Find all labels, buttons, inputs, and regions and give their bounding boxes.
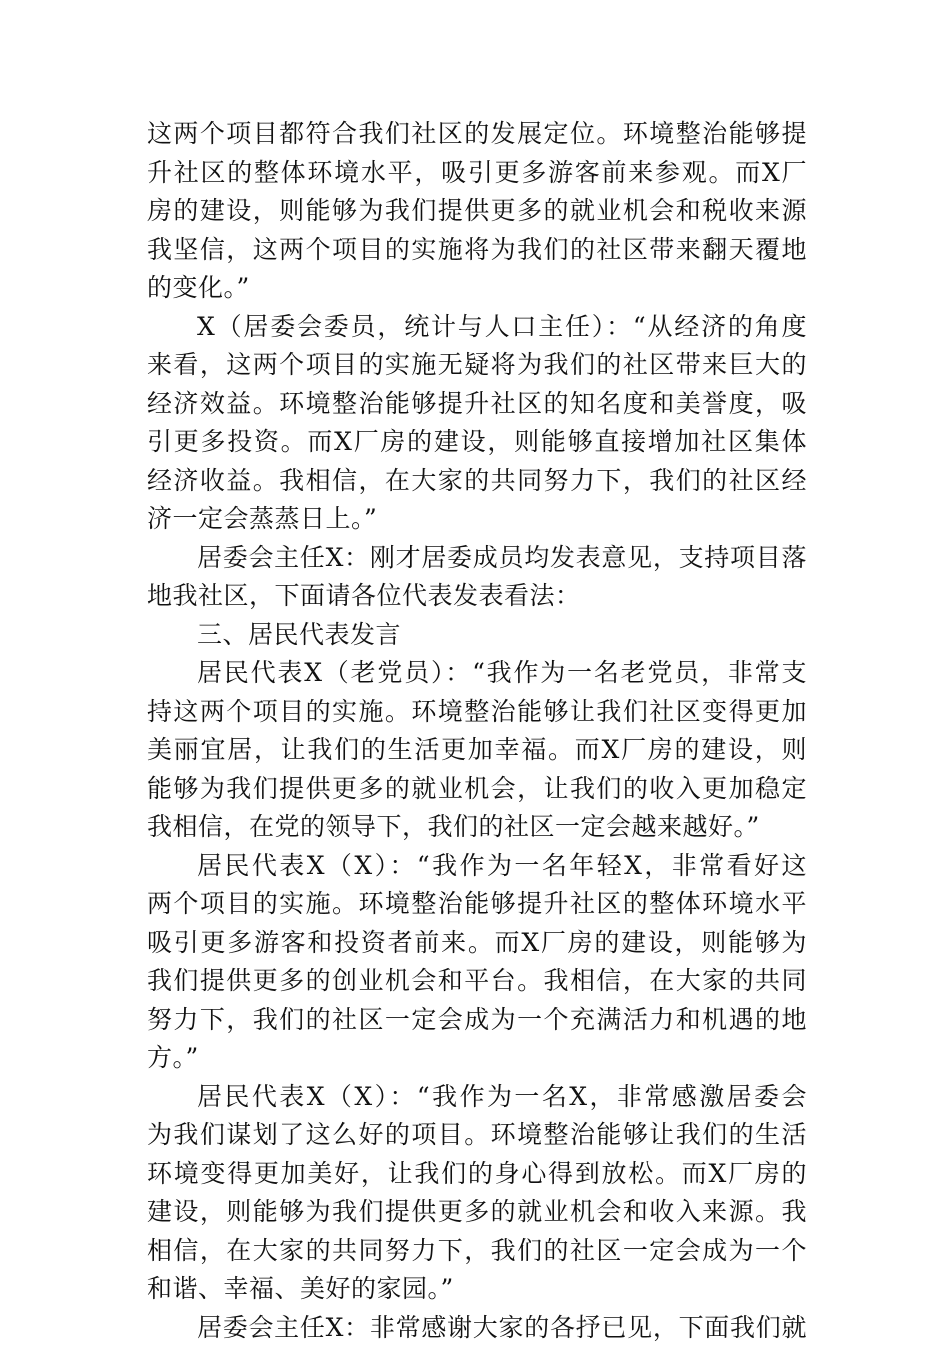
text-line: 吸引更多游客和投资者前来。而X厂房的建设，则能够为	[147, 924, 807, 963]
text-line: 两个项目的实施。环境整治能够提升社区的整体环境水平	[147, 885, 807, 924]
text-line: 来看，这两个项目的实施无疑将为我们的社区带来巨大的	[147, 346, 807, 385]
paragraph-start: 居委会主任X：非常感谢大家的各抒已见，下面我们就	[147, 1309, 807, 1347]
text-line: 升社区的整体环境水平，吸引更多游客前来参观。而X厂	[147, 154, 807, 193]
text-line: 持这两个项目的实施。环境整治能够让我们社区变得更加	[147, 693, 807, 732]
section-heading: 三、居民代表发言	[147, 616, 807, 655]
text-line: 为我们谋划了这么好的项目。环境整治能够让我们的生活	[147, 1116, 807, 1155]
text-line: 济一定会蒸蒸日上。”	[147, 500, 807, 539]
text-line: 能够为我们提供更多的就业机会，让我们的收入更加稳定	[147, 770, 807, 809]
text-line: 我坚信，这两个项目的实施将为我们的社区带来翻天覆地	[147, 231, 807, 270]
text-line: 我相信，在党的领导下，我们的社区一定会越来越好。”	[147, 808, 807, 847]
paragraph-start: X（居委会委员，统计与人口主任）：“从经济的角度	[147, 308, 807, 347]
paragraph-start: 居委会主任X：刚才居委成员均发表意见，支持项目落	[147, 539, 807, 578]
text-line: 这两个项目都符合我们社区的发展定位。环境整治能够提	[147, 115, 807, 154]
text-line: 努力下，我们的社区一定会成为一个充满活力和机遇的地	[147, 1001, 807, 1040]
text-line: 地我社区，下面请各位代表发表看法：	[147, 577, 807, 616]
text-line: 我们提供更多的创业机会和平台。我相信，在大家的共同	[147, 962, 807, 1001]
text-line: 经济效益。环境整治能够提升社区的知名度和美誉度，吸	[147, 385, 807, 424]
document-body	[147, 115, 807, 1347]
paragraph-start: 居民代表X（X）：“我作为一名X，非常感激居委会	[147, 1078, 807, 1117]
text-line: 建设，则能够为我们提供更多的就业机会和收入来源。我	[147, 1193, 807, 1232]
text-line: 环境变得更加美好，让我们的身心得到放松。而X厂房的	[147, 1155, 807, 1194]
text-line: 方。”	[147, 1039, 807, 1078]
text-line: 相信，在大家的共同努力下，我们的社区一定会成为一个	[147, 1232, 807, 1271]
paragraph-start: 居民代表X（老党员）：“我作为一名老党员，非常支	[147, 654, 807, 693]
text-line: 的变化。”	[147, 269, 807, 308]
text-line: 美丽宜居，让我们的生活更加幸福。而X厂房的建设，则	[147, 731, 807, 770]
text-line: 房的建设，则能够为我们提供更多的就业机会和税收来源	[147, 192, 807, 231]
text-line: 经济收益。我相信，在大家的共同努力下，我们的社区经	[147, 462, 807, 501]
text-line: 引更多投资。而X厂房的建设，则能够直接增加社区集体	[147, 423, 807, 462]
text-line: 和谐、幸福、美好的家园。”	[147, 1270, 807, 1309]
paragraph-start: 居民代表X（X）：“我作为一名年轻X，非常看好这	[147, 847, 807, 886]
